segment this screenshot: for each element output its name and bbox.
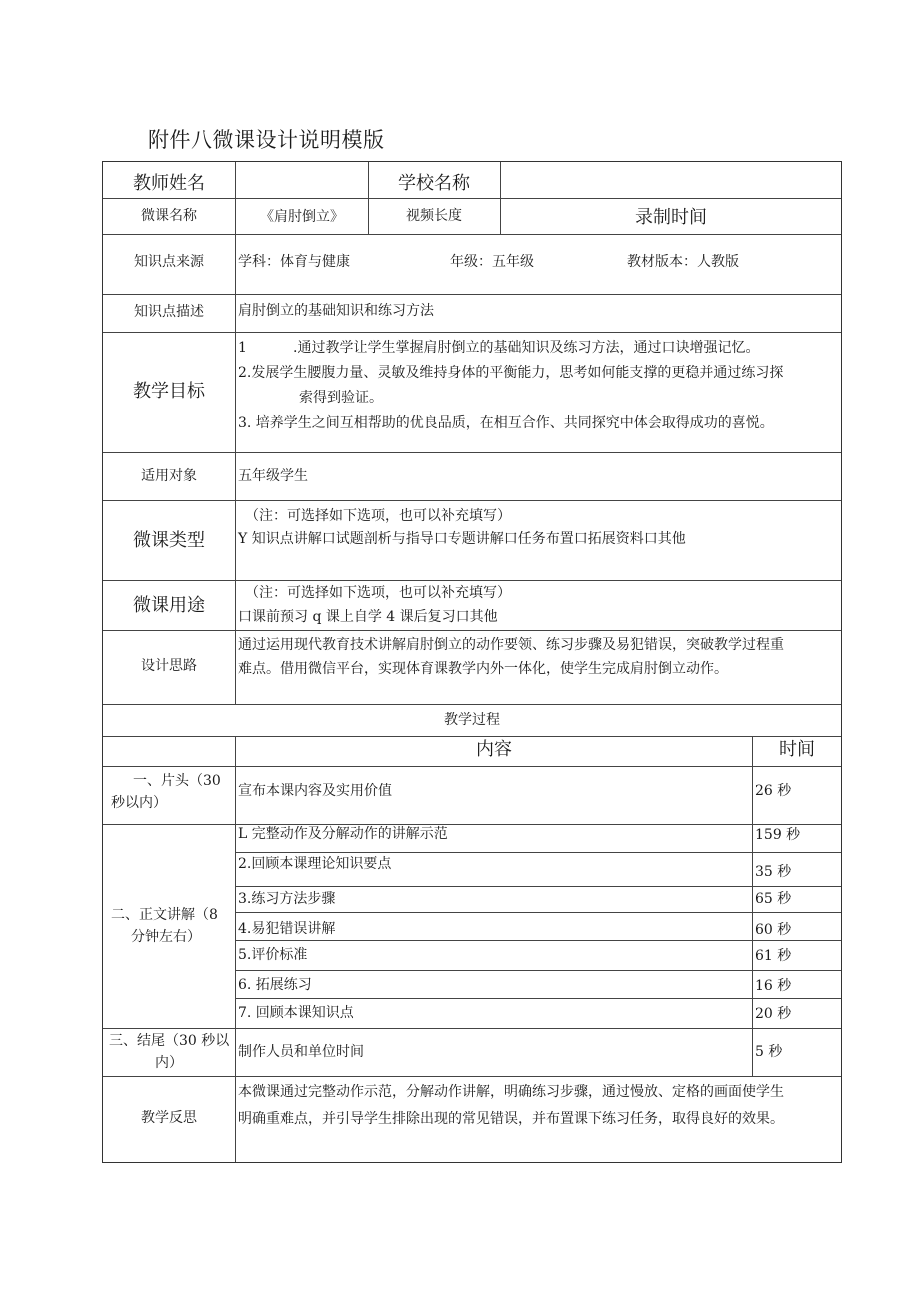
list-item: 4.易犯错误讲解 [238,921,336,937]
part-1-time: 26 秒 [755,783,792,799]
source-edition: 教材版本：人教版 [627,254,739,270]
use-options[interactable]: 口课前预习 q 课上自学 4 课后复习口其他 [238,609,498,625]
part-3-content: 制作人员和单位时间 [238,1044,364,1060]
desc-label: 知识点描述 [134,304,204,320]
goal-1: .通过教学让学生掌握肩肘倒立的基础知识及练习方法，通过口诀增强记忆。 [293,340,760,356]
target-label: 适用对象 [141,468,197,484]
list-item-time: 35 秒 [755,864,792,880]
design-line-1: 通过运用现代教育技术讲解肩肘倒立的动作要领、练习步骤及易犯错误，突破教学过程重 [238,637,784,653]
part-3-label-line-2: 内） [155,1055,183,1071]
list-item-time: 16 秒 [755,978,792,994]
design-label: 设计思路 [141,658,197,674]
list-item: 2.回顾本课理论知识要点 [238,856,392,872]
desc-value: 肩肘倒立的基础知识和练习方法 [238,303,434,319]
part-1-label-line-2: 秒以内） [111,795,167,811]
part-2-label-line-1: 二、正文讲解（8 [111,907,218,923]
source-label: 知识点来源 [134,254,204,270]
type-options[interactable]: Y 知识点讲解口试题剖析与指导口专题讲解口任务布置口拓展资料口其他 [238,531,686,547]
part-2-label-line-2: 分钟左右） [131,929,201,945]
part-3-label-line-1: 三、结尾（30 秒以 [109,1033,230,1049]
goal-1-number: 1 [238,340,247,356]
list-item-time: 60 秒 [755,922,792,938]
goal-2-line-2: 索得到验证。 [299,390,383,406]
list-item-time: 65 秒 [755,891,792,907]
part-1-label-line-1: 一、片头（30 [133,773,221,789]
reflection-line-1: 本微课通过完整动作示范，分解动作讲解，明确练习步骤，通过慢放、定格的画面使学生 [238,1084,784,1100]
school-name-field[interactable] [501,166,839,196]
type-note: （注：可选择如下选项，也可以补充填写） [245,508,511,524]
target-value: 五年级学生 [238,468,308,484]
reflection-line-2: 明确重难点，并引导学生排除出现的常见错误，并布置课下练习任务，取得良好的效果。 [238,1111,784,1127]
course-name-label: 微课名称 [141,208,197,224]
list-item: L 完整动作及分解动作的讲解示范 [238,826,448,842]
use-note: （注：可选择如下选项，也可以补充填写） [245,585,511,601]
teacher-name-field[interactable] [236,166,368,196]
part-3-time: 5 秒 [755,1044,783,1060]
list-item: 5.评价标准 [238,947,308,963]
video-length-label: 视频长度 [406,208,462,224]
course-name-value: 《肩肘倒立》 [260,209,344,225]
list-item-time: 20 秒 [755,1006,792,1022]
teacher-name-label: 教师姓名 [133,173,205,194]
list-item-time: 159 秒 [755,827,801,843]
list-item-time: 61 秒 [755,948,792,964]
type-label: 微课类型 [133,530,205,551]
source-subject: 学科：体育与健康 [238,254,350,270]
record-time-label: 录制时间 [635,207,707,228]
col-time-header: 时间 [779,739,815,760]
col-content-header: 内容 [476,739,512,760]
reflection-label: 教学反思 [141,1110,197,1126]
page-title: 附件八微课设计说明模版 [148,128,385,152]
process-header: 教学过程 [444,712,500,728]
goal-3: 3. 培养学生之间互相帮助的优良品质，在相互合作、共同探究中体会取得成功的喜悦。 [238,415,774,431]
goal-label: 教学目标 [133,381,205,402]
goal-2-line-1: 2.发展学生腰腹力量、灵敏及维持身体的平衡能力，思考如何能支撑的更稳并通过练习探 [238,365,784,381]
list-item: 3.练习方法步骤 [238,891,336,907]
school-name-label: 学校名称 [398,173,470,194]
list-item: 6. 拓展练习 [238,977,312,993]
design-table [102,161,842,1163]
source-grade: 年级：五年级 [450,254,534,270]
part-1-content: 宣布本课内容及实用价值 [238,783,392,799]
design-line-2: 难点。借用微信平台，实现体育课教学内外一体化，使学生完成肩肘倒立动作。 [238,661,728,677]
use-label: 微课用途 [133,595,205,616]
list-item: 7. 回顾本课知识点 [238,1005,354,1021]
